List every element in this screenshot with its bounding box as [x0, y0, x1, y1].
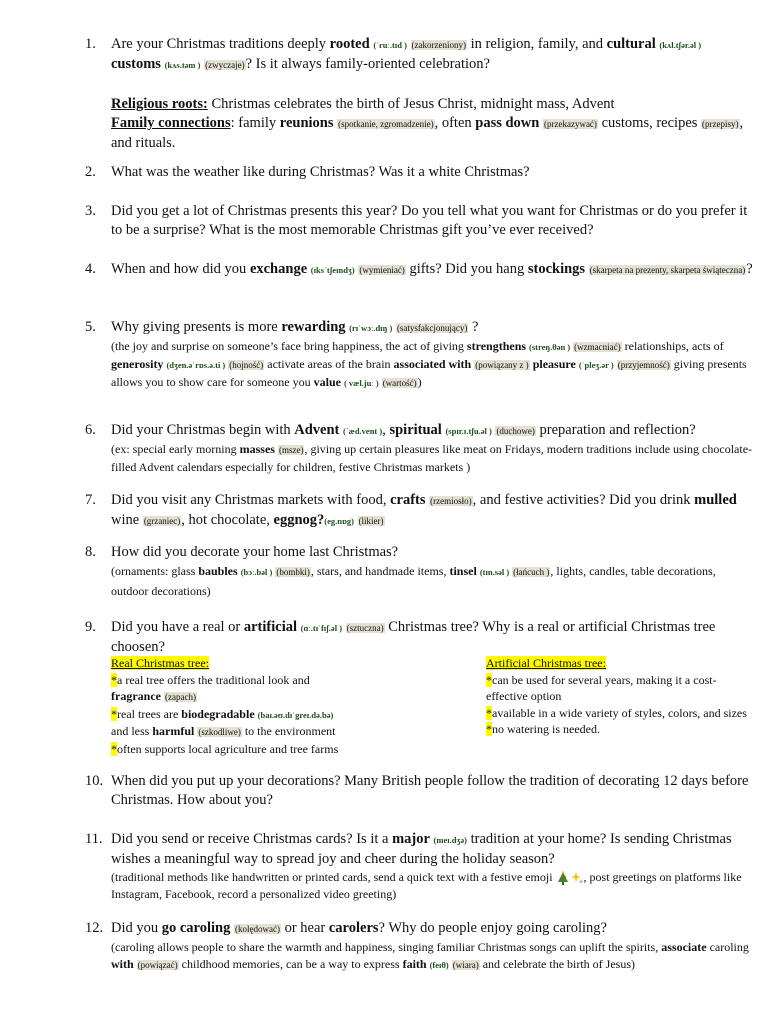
family-connections-label: Family connections: [111, 115, 231, 131]
pronunciation: (rɪˈwɔː.dɪŋ ): [349, 323, 393, 333]
question-number: 2.: [85, 164, 96, 180]
q12-text: or hear: [280, 920, 329, 936]
question-number: 10.: [85, 773, 104, 789]
translation: (sztuczna): [346, 623, 384, 633]
list-text: no watering is needed.: [492, 722, 600, 736]
question-number: 6.: [85, 422, 96, 438]
question-number: 11.: [85, 831, 103, 847]
question-number: 5.: [85, 319, 96, 335]
pronunciation: (ɑː.tɪˈfɪʃ.əl ): [300, 623, 343, 633]
keyword-stockings: stockings: [527, 261, 586, 277]
keyword-with: with: [111, 957, 134, 971]
question-11: [85, 830, 753, 903]
keyword-carolers: carolers: [328, 920, 379, 936]
keyword-crafts: crafts: [390, 492, 426, 508]
q12-explanation: [111, 939, 753, 974]
question-10: [85, 772, 753, 810]
keyword-major: major: [392, 831, 430, 847]
question-number: 9.: [85, 619, 96, 635]
keyword-generosity: generosity: [111, 357, 164, 371]
explanation-text: (caroling allows people to share the warmth and happiness, singing familiar Christmas songs can uplift the spirits,: [111, 940, 662, 954]
q4-text: When and how did you: [111, 261, 250, 277]
q7-text: , and festive activities? Did you drink: [472, 492, 695, 508]
keyword-masses: masses: [239, 442, 275, 456]
keyword-associate: associate: [661, 940, 707, 954]
pronunciation: (eg.nɒg): [324, 516, 354, 526]
bullet-star: *: [486, 722, 492, 736]
pronunciation: (kʌs.təm ): [164, 60, 201, 70]
pronunciation: (ɪksˈtʃeɪndʒ): [310, 265, 355, 275]
keyword-rewarding: rewarding: [281, 319, 346, 335]
explanation-text: childhood memories, can be a way to express: [178, 957, 403, 971]
list-item: [111, 706, 466, 741]
religious-roots-line: [111, 95, 753, 114]
sparkles-icon: [570, 871, 584, 885]
bullet-star: *: [111, 741, 117, 756]
translation: (wymieniać): [359, 265, 405, 275]
q9-text: Christmas tree? Why is a real or artificial Christmas tree choosen?: [111, 619, 716, 655]
q7-text: Did you visit any Christmas markets with food,: [111, 492, 391, 508]
pronunciation: (tɪn.səl ): [479, 567, 510, 577]
translation: (spotkanie, zgromadzenie): [338, 119, 434, 129]
list-text: often supports local agriculture and tree farms: [117, 741, 339, 756]
pronunciation: (meɪ.dʒə): [433, 835, 468, 845]
translation: (przyjemność): [617, 360, 670, 370]
q12-text: ? Why do people enjoy going caroling?: [378, 920, 607, 936]
keyword-artificial: artificial: [243, 619, 298, 635]
translation: (wartość): [382, 378, 417, 388]
translation: (przekazywać): [543, 119, 597, 129]
list-text: to the environment: [241, 724, 336, 738]
artificial-tree-column: [486, 655, 748, 738]
keyword-value: value: [313, 375, 341, 389]
keyword-strengthens: strengthens: [466, 339, 527, 353]
q8-text: How did you decorate your home last Christmas?: [111, 544, 399, 560]
list-text: a real tree offers the traditional look and: [117, 672, 310, 687]
keyword-biodegradable: biodegradable: [181, 706, 255, 721]
pronunciation: (ˈpleʒ.ər ): [578, 360, 614, 370]
question-1: [85, 35, 753, 153]
translation: (hojność): [229, 360, 264, 370]
pronunciation: (streŋ.θən ): [529, 342, 571, 352]
q1-text: : family: [230, 115, 280, 131]
q7-text: wine: [111, 512, 143, 528]
explanation-text: , stars, and handmade items,: [310, 564, 450, 578]
translation: (przepisy): [702, 119, 739, 129]
question-4: [85, 260, 753, 280]
keyword-cultural: cultural: [606, 36, 656, 52]
artificial-tree-heading: Artificial Christmas tree:: [486, 656, 606, 670]
translation: (msze): [278, 445, 304, 455]
keyword-mulled: mulled: [694, 492, 737, 508]
q11-text: tradition at your home? Is sending Christmas wishes a meaningful way to spread joy and cheer during the holiday season?: [111, 831, 732, 867]
q11-text: Did you send or receive Christmas cards? Is it a: [111, 831, 393, 847]
explanation-text: ): [417, 375, 422, 389]
keyword-reunions: reunions: [279, 115, 334, 131]
question-number: 12.: [85, 920, 104, 936]
explanation-text: activate areas of the brain: [264, 357, 394, 371]
q1-text: , and rituals.: [111, 115, 744, 151]
translation: (duchowe): [496, 426, 535, 436]
q1-text: ? Is it always family-oriented celebration?: [245, 56, 490, 72]
translation: (zapach): [164, 692, 196, 702]
explanation-text: caroling: [706, 940, 749, 954]
question-8: [85, 543, 753, 601]
q5-text: Why giving presents is more: [111, 319, 282, 335]
question-5: [85, 318, 753, 392]
q6-explanation: [111, 441, 753, 476]
question-12: [85, 919, 753, 974]
q4-text: gifts? Did you hang: [405, 261, 528, 277]
q6-text: ,: [382, 422, 390, 438]
question-number: 7.: [85, 492, 96, 508]
q1-text: customs, recipes: [597, 115, 698, 131]
explanation-text: (traditional methods like handwritten or printed cards, send a quick text with a festive emoji: [111, 870, 556, 884]
keyword-associated-with: associated with: [393, 357, 472, 371]
explanation-text: , giving up certain pleasures like meat on Fridays, modern traditions include using chocolate-filled Advent calendars especially for children, festive Christmas markets ): [111, 442, 753, 474]
question-6: [85, 421, 753, 476]
list-item: [111, 672, 466, 706]
pronunciation: (baɪ.əʊ.dɪˈgreɪ.də.bə): [257, 709, 334, 720]
keyword-rooted: rooted: [329, 36, 370, 52]
translation: (skarpeta na prezenty, skarpeta świąteczna): [589, 265, 746, 275]
bullet-star: *: [111, 672, 117, 687]
explanation-text: (the joy and surprise on someone’s face bring happiness, the act of giving: [111, 339, 467, 353]
question-number: 1.: [85, 36, 96, 52]
pronunciation: (ˈruː.tɪd ): [373, 40, 407, 50]
question-number: 4.: [85, 261, 96, 277]
translation: (powiązany z ): [475, 360, 529, 370]
list-text: and less: [111, 724, 153, 738]
religious-roots-text: Christmas celebrates the birth of Jesus Christ, midnight mass, Advent: [207, 96, 615, 112]
pronunciation: (kʌl.tʃər.əl ): [659, 40, 702, 50]
pronunciation: (ˈæd.vent ): [343, 426, 383, 436]
pronunciation: (feɪθ): [429, 960, 449, 970]
q8-explanation: [111, 562, 753, 601]
q4-text: ?: [746, 261, 753, 277]
translation: (wiara): [452, 960, 479, 970]
keyword-advent: Advent: [294, 422, 340, 438]
q10-text: When did you put up your decorations? Many British people follow the tradition of decorating 12 days before Christmas. How about you?: [111, 773, 749, 808]
question-7: [85, 491, 753, 531]
translation: (grzaniec): [143, 516, 181, 526]
keyword-spiritual: spiritual: [389, 422, 442, 438]
translation: (likier): [358, 516, 384, 526]
explanation-text: , post greetings on platforms like Instagram, Facebook, record a personalized video greeting): [111, 870, 742, 901]
bullet-star: *: [486, 672, 492, 687]
explanation-text: giving presents allows you to show care for someone you: [111, 357, 747, 389]
q6-text: preparation and reflection?: [535, 422, 696, 438]
keyword-harmful: harmful: [152, 724, 195, 738]
q5-explanation: [111, 338, 753, 392]
q1-text: , often: [434, 115, 476, 131]
q9-text: Did you have a real or: [111, 619, 244, 635]
question-2: [85, 163, 753, 182]
translation: (zakorzeniony): [411, 40, 467, 50]
keyword-fragrance: fragrance: [111, 689, 161, 703]
question-number: 3.: [85, 203, 96, 219]
list-item: [111, 741, 466, 758]
translation: (bombki): [276, 567, 310, 577]
list-text: available in a wide variety of styles, colors, and sizes: [492, 705, 747, 720]
keyword-pleasure: pleasure: [532, 357, 576, 371]
keyword-eggnog: eggnog?: [273, 512, 325, 528]
explanation-text: relationships, acts of: [621, 339, 724, 353]
list-item: [486, 672, 748, 705]
question-3: [85, 202, 753, 240]
keyword-faith: faith: [402, 957, 427, 971]
q6-text: Did your Christmas begin with: [111, 422, 295, 438]
translation: (satysfakcjonujący): [396, 323, 468, 333]
keyword-exchange: exchange: [249, 261, 308, 277]
question-9: [85, 618, 753, 657]
list-item: [486, 721, 748, 738]
translation: (powiązać): [137, 960, 178, 970]
pronunciation: (spɪr.ɪ.tʃu.əl ): [445, 426, 492, 436]
q2-text: What was the weather like during Christmas? Was it a white Christmas?: [111, 164, 530, 180]
real-tree-heading: Real Christmas tree:: [111, 656, 209, 670]
bullet-star: *: [486, 705, 492, 720]
keyword-go-caroling: go caroling: [161, 920, 231, 936]
translation: (wzmacniać): [574, 342, 621, 352]
q3-text: Did you get a lot of Christmas presents this year? Do you tell what you want for Christmas or do you prefer it to be a surprise? What is the most memorable Christmas gift you’ve ever received?: [111, 203, 748, 238]
q1-text: Are your Christmas traditions deeply: [111, 36, 330, 52]
translation: (kolędować): [234, 924, 280, 934]
pronunciation: ( væl.juː ): [343, 378, 379, 388]
bullet-star: *: [111, 706, 117, 721]
translation: (rzemiosło): [430, 496, 472, 506]
explanation-text: (ex: special early morning: [111, 442, 240, 456]
keyword-customs: customs: [111, 56, 161, 72]
q1-text: in religion, family, and: [467, 36, 607, 52]
explanation-text: , lights, candles, table decorations, outdoor decorations): [111, 564, 716, 598]
translation: (zwyczaje): [205, 60, 245, 70]
explanation-text: (ornaments: glass: [111, 564, 199, 578]
translation: (szkodliwe): [198, 727, 241, 737]
list-text: can be used for several years, making it a cost-effective option: [486, 672, 717, 703]
religious-roots-label: Religious roots:: [111, 96, 208, 112]
q5-text: ?: [468, 319, 479, 335]
real-tree-column: [111, 655, 466, 757]
keyword-baubles: baubles: [198, 564, 238, 578]
pronunciation: (bɔː.bəl ): [240, 567, 273, 577]
q7-text: , hot chocolate,: [181, 512, 274, 528]
translation: (łańcuch ): [513, 567, 550, 577]
q11-explanation: [111, 869, 753, 903]
christmas-tree-icon: [556, 871, 570, 885]
list-text: real trees are: [117, 706, 182, 721]
q12-text: Did you: [111, 920, 162, 936]
keyword-pass-down: pass down: [475, 115, 540, 131]
family-connections-line: [111, 114, 753, 153]
pronunciation: (dʒen.əˈrɒs.ə.ti ): [166, 360, 226, 370]
explanation-text: and celebrate the birth of Jesus): [479, 957, 636, 971]
list-item: [486, 705, 748, 722]
keyword-tinsel: tinsel: [449, 564, 477, 578]
question-number: 8.: [85, 544, 96, 560]
